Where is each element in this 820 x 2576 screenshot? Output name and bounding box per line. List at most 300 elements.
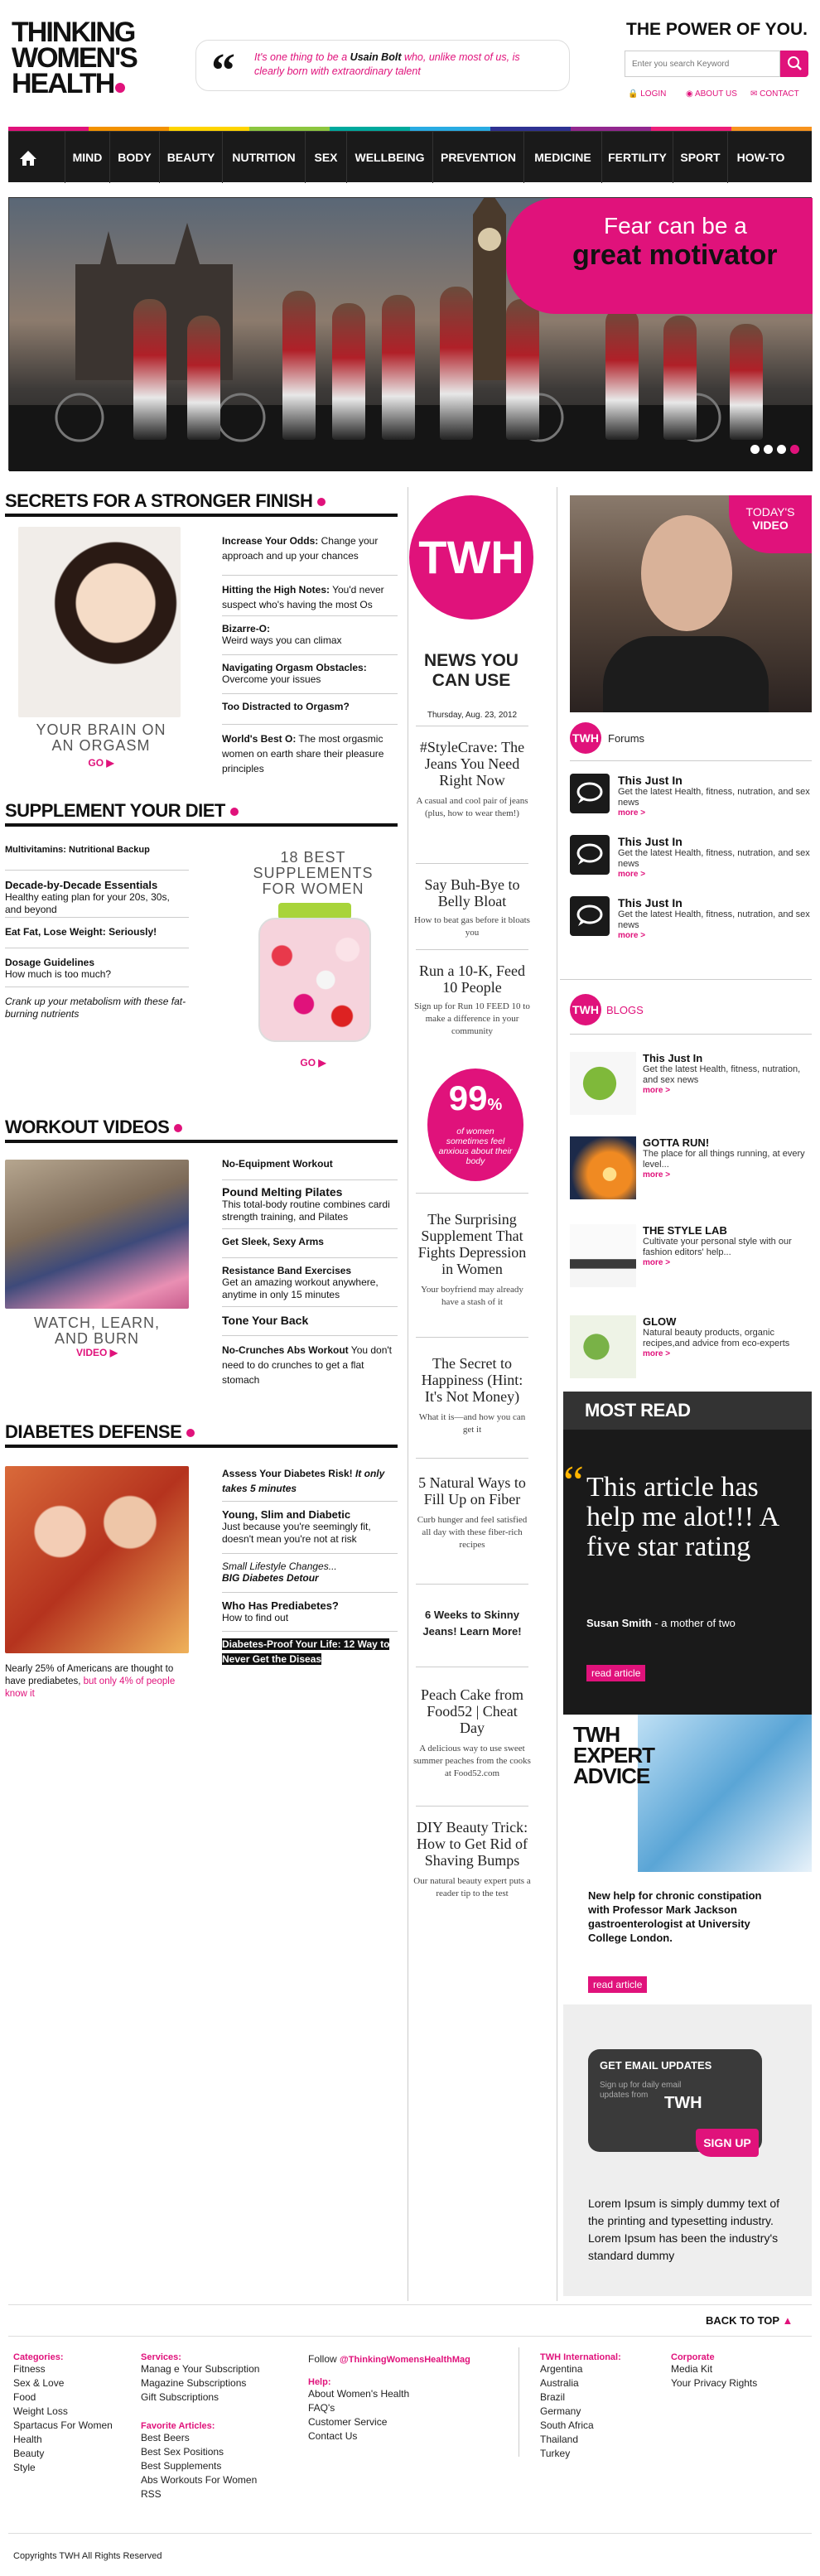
news-item[interactable] bbox=[412, 1355, 532, 1436]
footer-link[interactable]: Health bbox=[13, 2434, 42, 2445]
expert-advice-panel bbox=[563, 1715, 812, 1996]
footer-link[interactable]: Best Beers bbox=[141, 2432, 190, 2443]
forum-desc: Get the latest Health, fitness, nutration, and sex news bbox=[618, 787, 810, 808]
item-desc: The most orgasmic women on earth share their pleasure principles bbox=[222, 733, 384, 774]
blog-thumbnail bbox=[570, 1052, 636, 1115]
copyright: Copyrights TWH All Rights Reserved bbox=[13, 2551, 162, 2561]
footer-link[interactable]: Contact Us bbox=[308, 2430, 358, 2442]
caption-line: YOUR BRAIN ON bbox=[36, 721, 166, 738]
more-link[interactable]: more > bbox=[643, 1086, 671, 1095]
news-title: #StyleCrave: The Jeans You Need Right Now bbox=[419, 739, 525, 789]
item-title: Get Sleek, Sexy Arms bbox=[222, 1236, 324, 1247]
slider-dot-active[interactable] bbox=[790, 445, 799, 454]
item-title: Multivitamins: Nutritional Backup bbox=[5, 845, 150, 855]
forum-title: This Just In bbox=[618, 835, 683, 848]
nav-sport[interactable]: SPORT bbox=[673, 132, 727, 183]
footer-link[interactable]: Weight Loss bbox=[13, 2405, 68, 2417]
item-desc: BIG Diabetes Detour bbox=[222, 1572, 319, 1584]
item-title: Bizarre-O: bbox=[222, 623, 271, 634]
news-item[interactable] bbox=[412, 1686, 532, 1780]
item-title: Assess Your Diabetes Risk! bbox=[222, 1468, 353, 1479]
hero-slider[interactable] bbox=[8, 197, 812, 470]
list-item[interactable] bbox=[5, 918, 189, 948]
email-panel bbox=[563, 2004, 812, 2296]
footer-link[interactable]: Turkey bbox=[540, 2448, 571, 2459]
divider bbox=[416, 1337, 528, 1338]
item-desc: How to find out bbox=[222, 1612, 289, 1623]
footer-link[interactable]: RSS bbox=[141, 2488, 162, 2500]
list-item[interactable] bbox=[222, 1307, 398, 1335]
item-title: Decade-by-Decade Essentials bbox=[5, 879, 158, 891]
list-item[interactable] bbox=[5, 871, 189, 917]
caption-line: SUPPLEMENTS bbox=[253, 865, 374, 881]
news-item[interactable] bbox=[412, 1819, 532, 1900]
badge-line: VIDEO bbox=[752, 519, 789, 532]
nav-prevention[interactable]: PREVENTION bbox=[432, 132, 523, 183]
logo-dot-icon bbox=[115, 83, 125, 93]
forum-item[interactable] bbox=[570, 774, 812, 818]
item-title: Eat Fat, Lose Weight: Seriously! bbox=[5, 926, 157, 938]
footer-link[interactable]: FAQ's bbox=[308, 2402, 335, 2414]
item-desc: Overcome your issues bbox=[222, 673, 321, 685]
list-item[interactable] bbox=[222, 1632, 398, 1667]
quote-text bbox=[254, 51, 552, 79]
divider bbox=[5, 823, 398, 827]
caption-line: WATCH, LEARN, bbox=[33, 1315, 160, 1331]
news-item[interactable] bbox=[412, 739, 532, 820]
nav-beauty[interactable]: BEAUTY bbox=[159, 132, 222, 183]
item-title: Resistance Band Exercises bbox=[222, 1265, 352, 1276]
list-item[interactable] bbox=[5, 948, 189, 987]
arrow-right-icon: ▶ bbox=[106, 757, 114, 769]
slider-dot[interactable] bbox=[750, 445, 760, 454]
follow-link[interactable] bbox=[308, 2352, 507, 2367]
athlete-figure bbox=[663, 316, 697, 440]
blog-thumbnail bbox=[570, 1224, 636, 1287]
item-title: Who Has Prediabetes? bbox=[222, 1599, 339, 1612]
news-heading: NEWS YOU CAN USE bbox=[424, 651, 519, 690]
footer-link[interactable]: Germany bbox=[540, 2405, 581, 2417]
author-note: - a mother of two bbox=[651, 1617, 736, 1629]
footer-link[interactable]: Your Privacy Rights bbox=[671, 2377, 758, 2389]
more-label: more bbox=[618, 870, 639, 879]
list-item[interactable] bbox=[222, 1466, 398, 1501]
go-label: GO bbox=[300, 1057, 316, 1069]
follow-handle: @ThinkingWomensHealthMag bbox=[340, 2355, 470, 2365]
news-item[interactable] bbox=[412, 962, 532, 1038]
expert-title-line: TWH bbox=[573, 1722, 620, 1747]
lorem-text: Lorem Ipsum is simply dummy text of the printing and typesetting industry. Lorem Ipsum has been the industry's standard dummy bbox=[588, 2197, 780, 2262]
divider bbox=[560, 979, 812, 980]
supplement-caption bbox=[240, 850, 386, 897]
stat-text: of women sometimes feel anxious about their body bbox=[438, 1126, 513, 1166]
footer-heading: Help: bbox=[308, 2377, 331, 2387]
home-nav-button[interactable] bbox=[8, 132, 48, 183]
follow-pre: Follow bbox=[308, 2353, 340, 2365]
twh-logo[interactable]: TWH bbox=[409, 495, 533, 620]
list-item[interactable] bbox=[222, 1593, 398, 1631]
item-title: Pound Melting Pilates bbox=[222, 1185, 343, 1199]
news-title: Peach Cake from Food52 | Cheat Day bbox=[421, 1686, 523, 1736]
footer-link[interactable]: Style bbox=[13, 2462, 36, 2473]
item-title: No-Equipment Workout bbox=[222, 1158, 333, 1170]
info-icon: ◉ bbox=[686, 89, 693, 99]
most-read-title: MOST READ bbox=[563, 1392, 812, 1430]
news-item[interactable] bbox=[412, 876, 532, 939]
login-link[interactable] bbox=[628, 89, 666, 99]
workout-caption bbox=[5, 1315, 189, 1347]
header-quote bbox=[195, 40, 570, 97]
footer-services bbox=[141, 2352, 298, 2501]
divider bbox=[416, 1458, 528, 1459]
news-desc: A delicious way to use sweet summer peaches from the cooks at Food52.com bbox=[413, 1744, 531, 1778]
caption-line: FOR WOMEN bbox=[262, 880, 364, 897]
list-item[interactable] bbox=[222, 694, 398, 724]
stat-badge bbox=[427, 1069, 523, 1181]
tagline: THE POWER OF YOU. bbox=[626, 20, 808, 39]
list-item[interactable] bbox=[222, 576, 398, 615]
news-desc: Sign up for Run 10 FEED 10 to make a difference in your community bbox=[414, 1001, 530, 1036]
divider bbox=[8, 2304, 812, 2305]
lock-icon: 🔒 bbox=[628, 89, 639, 99]
expert-title-line: EXPERT bbox=[573, 1743, 655, 1768]
stat-unit: % bbox=[487, 1096, 503, 1114]
item-desc: This total-body routine combines cardi strength training, and Pilates bbox=[222, 1199, 390, 1223]
slider-dot[interactable] bbox=[777, 445, 786, 454]
item-desc: How much is too much? bbox=[5, 968, 112, 980]
back-to-top-label: BACK TO TOP bbox=[706, 2314, 779, 2327]
item-title: Hitting the High Notes: bbox=[222, 584, 330, 596]
news-desc: What it is—and how you can get it bbox=[418, 1412, 526, 1435]
caption-highlight: but only 4% of people know it bbox=[5, 1676, 176, 1699]
badge-line: TODAY'S bbox=[745, 505, 795, 519]
blog-item[interactable] bbox=[570, 1136, 812, 1179]
divider bbox=[416, 949, 528, 950]
signup-button[interactable]: SIGN UP bbox=[696, 2129, 759, 2157]
nav-nutrition[interactable]: NUTRITION bbox=[222, 132, 305, 183]
contact-link[interactable] bbox=[750, 89, 799, 99]
section-title bbox=[5, 490, 326, 512]
divider bbox=[416, 863, 528, 864]
footer-link[interactable]: Fitness bbox=[13, 2363, 46, 2375]
video-link[interactable] bbox=[5, 1347, 189, 1358]
list-item[interactable] bbox=[222, 1336, 398, 1387]
arrow-right-icon: ▶ bbox=[318, 1057, 326, 1069]
footer-link[interactable]: Magazine Subscriptions bbox=[141, 2377, 247, 2389]
blog-desc: Natural beauty products, organic recipes,and advice from eco-experts bbox=[643, 1328, 790, 1348]
athlete-figure bbox=[133, 299, 166, 440]
list-item[interactable] bbox=[222, 1502, 398, 1553]
most-read-panel bbox=[563, 1392, 812, 1715]
go-link[interactable] bbox=[240, 1057, 386, 1069]
caption-text: Nearly 25% of Americans are thought to have prediabetes, bbox=[5, 1664, 174, 1686]
item-desc: Crank up your metabolism with these fat-burning nutrients bbox=[5, 996, 186, 1020]
quote-bold: Usain Bolt bbox=[350, 51, 402, 63]
video-face bbox=[641, 515, 732, 631]
item-desc: Healthy eating plan for your 20s, 30s, and beyond bbox=[5, 891, 170, 915]
list-item[interactable] bbox=[222, 1155, 398, 1179]
contact-label: CONTACT bbox=[760, 89, 799, 99]
list-item[interactable] bbox=[222, 616, 398, 654]
news-desc: Your boyfriend may already have a stash of it bbox=[421, 1285, 523, 1307]
list-item[interactable] bbox=[222, 1180, 398, 1228]
news-desc: Our natural beauty expert puts a reader tip to the test bbox=[413, 1876, 531, 1898]
item-title: World's Best O: bbox=[222, 733, 297, 745]
news-desc: A casual and cool pair of jeans (plus, how to wear them!) bbox=[416, 796, 528, 818]
list-item[interactable] bbox=[5, 845, 189, 870]
diabetes-image[interactable] bbox=[5, 1466, 189, 1653]
footer-link[interactable]: Abs Workouts For Women bbox=[141, 2474, 258, 2486]
item-desc: It only takes 5 minutes bbox=[222, 1468, 385, 1494]
search-icon bbox=[780, 51, 808, 77]
title-dot-icon bbox=[174, 1124, 182, 1132]
quote-post: who, unlike most of us, is clearly born with extraordinary talent bbox=[254, 51, 520, 77]
supplement-jar-image[interactable] bbox=[258, 903, 371, 1044]
footer-link[interactable]: Brazil bbox=[540, 2391, 566, 2403]
footer-link[interactable]: Manag e Your Subscription bbox=[141, 2363, 260, 2375]
athlete-figure bbox=[332, 303, 365, 440]
jar-body bbox=[258, 918, 371, 1042]
blog-item[interactable] bbox=[570, 1315, 812, 1358]
item-title: No-Crunches Abs Workout bbox=[222, 1344, 349, 1356]
nav-sex[interactable]: SEX bbox=[305, 132, 346, 183]
item-title: Too Distracted to Orgasm? bbox=[222, 701, 350, 712]
logo-line: WOMEN'S bbox=[12, 42, 137, 74]
secrets-caption bbox=[18, 722, 184, 754]
more-label: more bbox=[643, 1170, 663, 1179]
email-text: Sign up for daily email updates from bbox=[600, 2081, 682, 2100]
divider bbox=[570, 1034, 812, 1035]
nav-body[interactable]: BODY bbox=[109, 132, 159, 183]
secrets-title: SECRETS FOR A STRONGER FINISH bbox=[5, 490, 313, 511]
nav-mind[interactable]: MIND bbox=[65, 132, 109, 183]
blog-title: GOTTA RUN! bbox=[643, 1136, 710, 1149]
blog-title: GLOW bbox=[643, 1315, 677, 1328]
divider bbox=[416, 1806, 528, 1807]
athlete-figure bbox=[382, 295, 415, 440]
item-title: Navigating Orgasm Obstacles: bbox=[222, 662, 367, 673]
nav-wellbeing[interactable]: WELLBEING bbox=[346, 132, 432, 183]
item-desc: You'd never suspect who's having the most Os bbox=[222, 584, 384, 610]
secrets-image[interactable] bbox=[18, 527, 181, 717]
slider-dots bbox=[746, 443, 799, 458]
diabetes-title: DIABETES DEFENSE bbox=[5, 1421, 182, 1442]
news-date: Thursday, Aug. 23, 2012 bbox=[427, 711, 518, 720]
blog-item[interactable] bbox=[570, 1224, 812, 1267]
divider bbox=[416, 1584, 528, 1585]
item-title: Dosage Guidelines bbox=[5, 957, 95, 968]
footer-link[interactable]: Sex & Love bbox=[13, 2377, 65, 2389]
supplement-title: SUPPLEMENT YOUR DIET bbox=[5, 800, 225, 821]
item-desc: Change your approach and up your chances bbox=[222, 535, 379, 562]
news-title: Say Buh-Bye to Belly Bloat bbox=[424, 876, 520, 909]
caption-line: AN ORGASM bbox=[51, 737, 151, 754]
quote-mark-icon: “ bbox=[211, 43, 235, 97]
more-link[interactable]: more > bbox=[618, 931, 646, 940]
site-logo[interactable] bbox=[12, 17, 137, 99]
expert-text: New help for chronic constipation with Professor Mark Jackson gastroenterologist at University College London. bbox=[588, 1889, 762, 1944]
list-item[interactable] bbox=[222, 533, 398, 575]
blogs-label: BLOGS bbox=[606, 1004, 644, 1016]
list-item[interactable] bbox=[222, 1258, 398, 1306]
footer-heading: Corporate bbox=[671, 2352, 715, 2362]
title-dot-icon bbox=[317, 498, 326, 506]
forum-item[interactable] bbox=[570, 896, 812, 940]
hero-line1: Fear can be a bbox=[604, 213, 747, 239]
forum-desc: Get the latest Health, fitness, nutration, and sex news bbox=[618, 909, 810, 930]
search-input[interactable] bbox=[625, 51, 780, 77]
main-nav bbox=[8, 131, 812, 182]
footer-link[interactable]: South Africa bbox=[540, 2419, 594, 2431]
item-desc: Weird ways you can climax bbox=[222, 634, 342, 646]
more-link[interactable]: more > bbox=[643, 1258, 671, 1267]
mail-icon: ✉ bbox=[750, 89, 758, 99]
forum-title: This Just In bbox=[618, 896, 683, 909]
forums-label: Forums bbox=[608, 732, 645, 745]
footer-heading: TWH International: bbox=[540, 2352, 621, 2362]
nav-medicine[interactable]: MEDICINE bbox=[523, 132, 601, 183]
news-title: 5 Natural Ways to Fill Up on Fiber bbox=[418, 1474, 526, 1507]
blog-title: THE STYLE LAB bbox=[643, 1224, 727, 1237]
chat-icon bbox=[570, 896, 610, 936]
footer-heading: Favorite Articles: bbox=[141, 2421, 215, 2431]
most-read-quote: This article has help me alot!!! A five star rating bbox=[586, 1472, 779, 1562]
list-item[interactable] bbox=[222, 1554, 398, 1592]
nav-fertility[interactable]: FERTILITY bbox=[601, 132, 673, 183]
list-item[interactable] bbox=[222, 1229, 398, 1257]
footer-link[interactable]: Best Supplements bbox=[141, 2460, 222, 2472]
quote-pre: It's one thing to be a bbox=[254, 51, 350, 63]
athlete-figure bbox=[187, 316, 220, 440]
promo-link[interactable]: 6 Weeks to Skinny Jeans! Learn More! bbox=[422, 1609, 522, 1638]
divider bbox=[8, 2336, 812, 2337]
athlete-figure bbox=[440, 287, 473, 440]
most-read-author bbox=[586, 1617, 736, 1629]
news-title: The Secret to Happiness (Hint: It's Not Money) bbox=[421, 1355, 523, 1405]
expert-title-line: ADVICE bbox=[573, 1763, 650, 1788]
footer-link[interactable]: Customer Service bbox=[308, 2416, 388, 2428]
news-item[interactable] bbox=[412, 1474, 532, 1551]
chat-icon bbox=[570, 774, 610, 813]
footer-link[interactable]: Thailand bbox=[540, 2434, 579, 2445]
athlete-figure bbox=[730, 324, 763, 440]
news-title: Run a 10-K, Feed 10 People bbox=[419, 962, 525, 996]
more-link[interactable]: more > bbox=[618, 808, 646, 818]
divider bbox=[5, 1445, 398, 1448]
go-label: GO bbox=[88, 757, 104, 769]
author-name: Susan Smith bbox=[586, 1617, 652, 1629]
item-title: Increase Your Odds: bbox=[222, 535, 319, 547]
footer-link[interactable]: Argentina bbox=[540, 2363, 583, 2375]
blog-desc: Get the latest Health, fitness, nutration, and sex news bbox=[643, 1064, 801, 1085]
twh-small-logo: TWH bbox=[570, 994, 601, 1025]
about-link[interactable] bbox=[686, 89, 737, 99]
footer-link[interactable]: Spartacus For Women bbox=[13, 2419, 113, 2431]
section-title bbox=[5, 800, 239, 822]
video-body bbox=[603, 636, 769, 712]
go-link[interactable] bbox=[18, 757, 184, 769]
news-title: The Surprising Supplement That Fights Depression in Women bbox=[417, 1211, 527, 1277]
footer-link[interactable]: Media Kit bbox=[671, 2363, 713, 2375]
footer-link[interactable]: Australia bbox=[540, 2377, 579, 2389]
caption-line: AND BURN bbox=[54, 1330, 139, 1347]
blog-desc: The place for all things running, at every level... bbox=[643, 1149, 805, 1170]
forum-item[interactable] bbox=[570, 835, 812, 879]
divider bbox=[5, 514, 398, 517]
item-desc: Just because you're seemingly fit, doesn't mean you're not at risk bbox=[222, 1521, 371, 1545]
footer-international bbox=[540, 2352, 664, 2461]
footer-link[interactable]: Food bbox=[13, 2391, 36, 2403]
list-item[interactable] bbox=[222, 655, 398, 693]
arrow-right-icon: ▶ bbox=[109, 1347, 118, 1358]
list-item[interactable] bbox=[222, 725, 398, 776]
search-button[interactable] bbox=[780, 51, 808, 77]
more-link[interactable]: more > bbox=[643, 1349, 671, 1358]
item-desc: Get an amazing workout anywhere, anytime in only 15 minutes bbox=[222, 1276, 379, 1300]
forum-title: This Just In bbox=[618, 774, 683, 787]
read-article-button[interactable]: read article bbox=[588, 1976, 647, 1993]
forum-desc: Get the latest Health, fitness, nutration, and sex news bbox=[618, 848, 810, 869]
email-title: GET EMAIL UPDATES bbox=[600, 2059, 712, 2072]
diabetes-caption bbox=[5, 1663, 194, 1700]
news-title: DIY Beauty Trick: How to Get Rid of Shaving Bumps bbox=[416, 1819, 528, 1869]
list-item[interactable] bbox=[5, 987, 189, 1020]
divider bbox=[5, 1140, 398, 1143]
stat-value: 99 bbox=[448, 1078, 488, 1117]
more-link[interactable]: more > bbox=[643, 1170, 671, 1179]
footer-link[interactable]: Gift Subscriptions bbox=[141, 2391, 219, 2403]
item-title: Tone Your Back bbox=[222, 1314, 309, 1327]
twh-small-logo: TWH bbox=[570, 722, 601, 754]
read-article-button[interactable]: read article bbox=[586, 1665, 645, 1681]
video-label: VIDEO bbox=[76, 1347, 108, 1358]
footer-help bbox=[308, 2352, 507, 2443]
footer-categories bbox=[13, 2352, 137, 2475]
divider bbox=[8, 2533, 812, 2534]
expert-image[interactable] bbox=[638, 1715, 812, 1872]
supplement-list bbox=[5, 845, 189, 1020]
news-desc: Curb hunger and feel satisfied all day with these fiber-rich recipes bbox=[417, 1515, 528, 1550]
email-brand: TWH bbox=[664, 2094, 702, 2112]
blog-item[interactable] bbox=[570, 1052, 812, 1095]
login-label: LOGIN bbox=[640, 89, 667, 99]
secrets-list bbox=[222, 533, 398, 776]
item-title: Small Lifestyle Changes... bbox=[222, 1561, 337, 1572]
section-title bbox=[5, 1421, 195, 1443]
footer-link[interactable]: Beauty bbox=[13, 2448, 45, 2459]
title-dot-icon bbox=[230, 808, 239, 816]
athlete-figure bbox=[605, 307, 639, 440]
blog-title: This Just In bbox=[643, 1052, 703, 1064]
chat-icon bbox=[570, 835, 610, 875]
nav-how-to[interactable]: HOW-TO bbox=[727, 132, 793, 183]
caption-line: 18 BEST bbox=[280, 849, 346, 866]
footer-link[interactable]: About Women's Health bbox=[308, 2388, 410, 2400]
more-label: more bbox=[643, 1258, 663, 1267]
athlete-figure bbox=[282, 291, 316, 440]
more-label: more bbox=[618, 808, 639, 818]
back-to-top-link[interactable] bbox=[706, 2314, 793, 2327]
workout-video-thumbnail[interactable] bbox=[5, 1160, 189, 1309]
more-label: more bbox=[643, 1086, 663, 1095]
news-item[interactable] bbox=[412, 1211, 532, 1309]
slider-dot[interactable] bbox=[764, 445, 773, 454]
arrow-up-icon: ▲ bbox=[782, 2314, 793, 2327]
footer-link[interactable]: Best Sex Positions bbox=[141, 2446, 224, 2458]
more-link[interactable]: more > bbox=[618, 870, 646, 879]
footer-heading: Categories: bbox=[13, 2352, 64, 2362]
blog-desc: Cultivate your personal style with our fashion editors' help... bbox=[643, 1237, 792, 1257]
